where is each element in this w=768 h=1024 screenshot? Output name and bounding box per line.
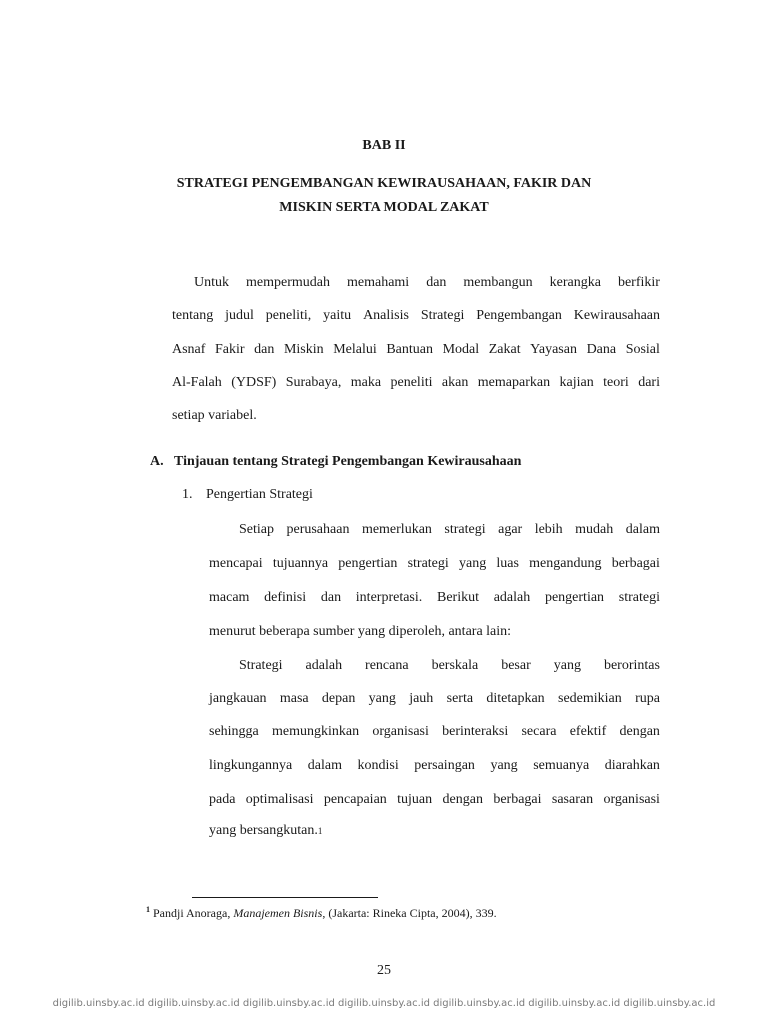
footnote xyxy=(146,905,497,921)
word: tentang xyxy=(172,308,214,323)
word: Strategi xyxy=(420,308,465,323)
word: dan xyxy=(320,590,342,605)
word: kerangka xyxy=(549,275,601,290)
paragraph-line xyxy=(209,689,660,709)
paragraph-line xyxy=(209,790,660,810)
chapter-title-line-2: MISKIN SERTA MODAL ZAKAT xyxy=(279,200,489,215)
word: tujuannya xyxy=(272,556,329,571)
word: akan xyxy=(441,375,469,390)
word: Strategi xyxy=(239,658,283,673)
word: organisasi xyxy=(372,724,429,739)
word: peneliti, xyxy=(265,308,312,323)
chapter-label: BAB II xyxy=(362,138,406,153)
word: kondisi xyxy=(357,758,399,773)
word: Melalui xyxy=(333,342,377,357)
footnote-separator xyxy=(192,897,378,898)
word: memahami xyxy=(346,275,410,290)
paragraph-line: menurut beberapa sumber yang diperoleh, antara lain: xyxy=(209,624,512,639)
footnote-publication: , (Jakarta: Rineka Cipta, 2004), 339. xyxy=(322,906,497,920)
word: berskala xyxy=(431,658,479,673)
word: masa xyxy=(279,691,309,706)
word: Sosial xyxy=(625,342,660,357)
footnote-book-title: Manajemen Bisnis xyxy=(233,906,323,920)
word: Untuk xyxy=(194,275,229,290)
word: Modal xyxy=(442,342,480,357)
word: yang xyxy=(368,691,396,706)
word: definisi xyxy=(264,590,307,605)
word: dalam xyxy=(625,522,660,537)
word: pada xyxy=(209,792,236,807)
word: mencapai xyxy=(209,556,263,571)
word: adalah xyxy=(493,590,531,605)
word: lebih xyxy=(534,522,563,537)
word: macam xyxy=(209,590,250,605)
word: berinteraksi xyxy=(442,724,509,739)
intro-line: setiap variabel. xyxy=(172,408,257,423)
word: yaitu xyxy=(323,308,352,323)
word: pengertian xyxy=(544,590,605,605)
word: Miskin xyxy=(283,342,324,357)
word: Surabaya, xyxy=(285,375,342,390)
word: berbagai xyxy=(611,556,660,571)
word: Berikut xyxy=(437,590,479,605)
word: sedemikian xyxy=(558,691,622,706)
word: berfikir xyxy=(617,275,660,290)
word: adalah xyxy=(305,658,343,673)
intro-line xyxy=(172,340,660,360)
footnote-number: 1 xyxy=(146,905,150,914)
word: berorintas xyxy=(603,658,660,673)
word: perusahaan xyxy=(286,522,350,537)
section-title: Tinjauan tentang Strategi Pengembangan Kewirausahaan xyxy=(174,454,522,469)
word: peneliti xyxy=(390,375,433,390)
word: efektif xyxy=(569,724,607,739)
word: tujuan xyxy=(397,792,433,807)
word: optimalisasi xyxy=(245,792,314,807)
word: Pengembangan xyxy=(476,308,562,323)
word: strategi xyxy=(618,590,660,605)
watermark: digilib.uinsby.ac.id digilib.uinsby.ac.id digilib.uinsby.ac.id digilib.uinsby.ac.id digilib.uinsby.ac.id digilib.uinsby.ac.id digilib.uinsby.ac.id xyxy=(52,998,716,1009)
word: memerlukan xyxy=(361,522,432,537)
word: Fakir xyxy=(215,342,245,357)
word: (YDSF) xyxy=(231,375,277,390)
word: Analisis xyxy=(363,308,409,323)
word: depan xyxy=(321,691,356,706)
word: pencapaian xyxy=(323,792,387,807)
paragraph-line xyxy=(209,756,660,776)
word: diarahkan xyxy=(604,758,660,773)
word: Zakat xyxy=(488,342,521,357)
word: yang xyxy=(490,758,518,773)
word: memaparkan xyxy=(477,375,551,390)
word: secara xyxy=(521,724,557,739)
paragraph-line xyxy=(209,722,660,742)
word: berbagai xyxy=(493,792,542,807)
word: dengan xyxy=(619,724,660,739)
word: Yayasan xyxy=(530,342,577,357)
word: sasaran xyxy=(551,792,594,807)
intro-line xyxy=(172,306,660,326)
word: judul xyxy=(225,308,254,323)
word: rencana xyxy=(365,658,409,673)
word: memungkinkan xyxy=(272,724,360,739)
word: lingkungannya xyxy=(209,758,293,773)
page-number: 25 xyxy=(377,963,391,978)
word: teori xyxy=(603,375,629,390)
word: ditetapkan xyxy=(486,691,545,706)
footnote-author: Pandji Anoraga, xyxy=(153,906,231,920)
word: membangun xyxy=(463,275,533,290)
intro-line xyxy=(172,373,660,393)
section-marker: A. xyxy=(150,454,164,469)
word: jangkauan xyxy=(209,691,267,706)
word: mempermudah xyxy=(246,275,330,290)
word: yang xyxy=(458,556,487,571)
subsection-heading xyxy=(182,487,313,503)
word: luas xyxy=(496,556,519,571)
footnote-reference[interactable]: 1 xyxy=(317,826,323,836)
paragraph-line xyxy=(209,656,660,676)
word: mudah xyxy=(575,522,614,537)
subsection-title: Pengertian Strategi xyxy=(206,487,313,502)
word: mengandung xyxy=(529,556,602,571)
paragraph-line xyxy=(209,554,660,574)
word: jauh xyxy=(409,691,434,706)
word: kajian xyxy=(559,375,594,390)
word: dengan xyxy=(442,792,483,807)
word: Dana xyxy=(586,342,617,357)
word: semuanya xyxy=(533,758,590,773)
word: pengertian xyxy=(338,556,398,571)
paragraph-line xyxy=(209,520,660,540)
word: serta xyxy=(446,691,474,706)
word: Al-Falah xyxy=(172,375,222,390)
word: dalam xyxy=(307,758,342,773)
word: dan xyxy=(254,342,275,357)
word: strategi xyxy=(444,522,486,537)
word: maka xyxy=(350,375,382,390)
chapter-title-line-1: STRATEGI PENGEMBANGAN KEWIRAUSAHAAN, FAKIR DAN xyxy=(176,176,592,191)
paragraph-line-last xyxy=(209,821,660,841)
section-heading xyxy=(150,454,521,470)
word: persaingan xyxy=(414,758,475,773)
word: agar xyxy=(498,522,523,537)
paragraph-line-text: yang bersangkutan. xyxy=(209,823,318,838)
word: interpretasi. xyxy=(355,590,423,605)
word: besar xyxy=(501,658,531,673)
word: rupa xyxy=(635,691,660,706)
intro-line xyxy=(172,273,660,293)
word: Setiap xyxy=(239,522,274,537)
word: Asnaf xyxy=(172,342,206,357)
word: Kewirausahaan xyxy=(573,308,660,323)
word: dan xyxy=(426,275,447,290)
word: organisasi xyxy=(603,792,660,807)
paragraph-line xyxy=(209,588,660,608)
subsection-marker: 1. xyxy=(182,487,193,502)
word: sehingga xyxy=(209,724,259,739)
word: dari xyxy=(638,375,660,390)
word: strategi xyxy=(407,556,449,571)
word: Bantuan xyxy=(386,342,433,357)
word: yang xyxy=(553,658,581,673)
